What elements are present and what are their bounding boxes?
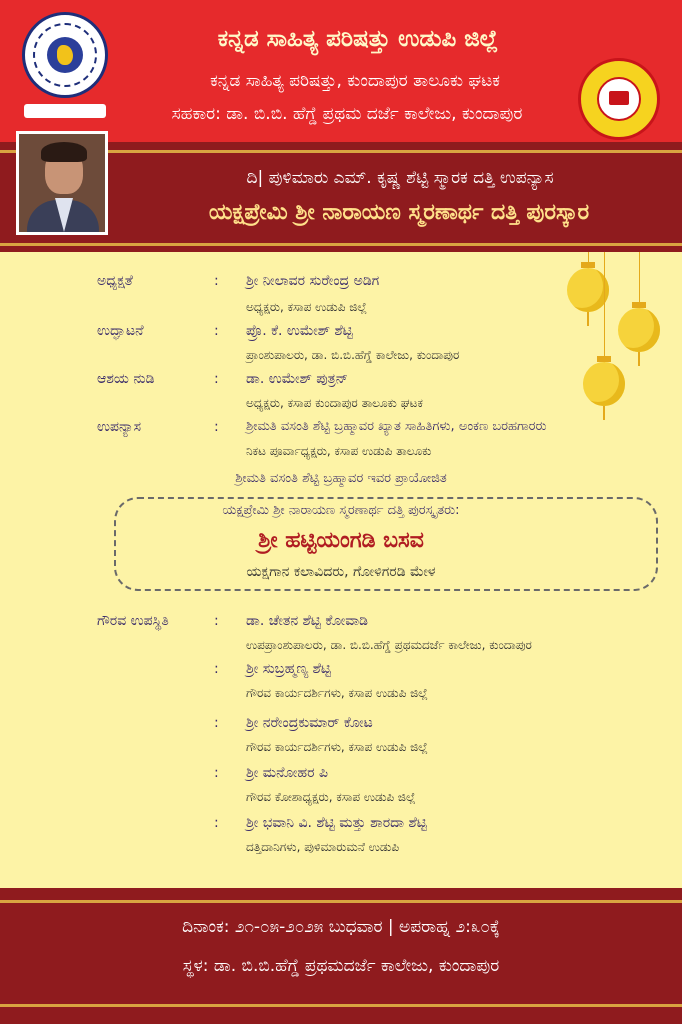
program-row: ಉದ್ಘಾಟನೆ : ಪ್ರೊ. ಕೆ. ಉಮೇಶ್ ಶೆಟ್ಟಿ	[0, 320, 682, 342]
guest-name: ಶ್ರೀ ಸುಬ್ರಹ್ಮಣ್ಯ ಶೆಟ್ಟಿ	[246, 661, 332, 677]
award-recipient-name: ಶ್ರೀ ಹಟ್ಟಿಯಂಗಡಿ ಬಸವ	[258, 528, 424, 553]
program-row: ಆಶಯ ನುಡಿ : ಡಾ. ಉಮೇಶ್ ಪುತ್ರನ್	[0, 368, 682, 390]
program-row: ಅಧ್ಯಕ್ಷತೆ : ಶ್ರೀ ನೀಲಾವರ ಸುರೇಂದ್ರ ಅಡಿಗ	[0, 270, 682, 292]
role-label: ಗೌರವ ಉಪಸ್ಥಿತಿ	[97, 613, 169, 629]
guest-designation: ಗೌರವ ಕಾರ್ಯದರ್ಶಿಗಳು, ಕಸಾಪ ಉಡುಪಿ ಜಿಲ್ಲೆ	[246, 740, 428, 754]
person-designation: ಅಧ್ಯಕ್ಷರು, ಕಸಾಪ ಕುಂದಾಪುರ ತಾಲೂಕು ಘಟಕ	[246, 396, 423, 410]
organization-title: ಕನ್ನಡ ಸಾಹಿತ್ಯ ಪರಿಷತ್ತು ಉಡುಪಿ ಜಿಲ್ಲೆ	[217, 26, 499, 52]
header	[0, 0, 682, 142]
person-designation: ಅಧ್ಯಕ್ಷರು, ಕಸಾಪ ಉಡುಪಿ ಜಿಲ್ಲೆ	[246, 300, 367, 314]
guest-designation: ಉಪಪ್ರಾಂಶುಪಾಲರು, ಡಾ. ಬಿ.ಬಿ.ಹೆಗ್ಡೆ ಪ್ರಥಮದರ್ಜೆ ಕಾಲೇಜು, ಕುಂದಾಪುರ	[246, 638, 532, 652]
program-row: ಉಪನ್ಯಾಸ : ಶ್ರೀಮತಿ ವಸಂತಿ ಶೆಟ್ಟಿ ಬ್ರಹ್ಮಾವರ ಖ್ಯಾತ ಸಾಹಿತಿಗಳು, ಅಂಕಣ ಬರಹಗಾರರು	[0, 416, 682, 438]
award-recipient-intro: ಯಕ್ಷಪ್ರೇಮಿ ಶ್ರೀ ನಾರಾಯಣ ಸ್ಮರಣಾರ್ಥ ದತ್ತಿ ಪುರಸ್ಕೃತರು:	[222, 503, 460, 518]
guests-row: : ಶ್ರೀ ಭವಾನಿ ವಿ. ಶೆಟ್ಟಿ ಮತ್ತು ಶಾರದಾ ಶೆಟ್ಟಿ	[0, 812, 682, 834]
person-name: ಶ್ರೀ ನೀಲಾವರ ಸುರೇಂದ್ರ ಅಡಿಗ	[246, 273, 380, 289]
award-recipient-designation: ಯಕ್ಷಗಾನ ಕಲಾವಿದರು, ಗೋಳಿಗರಡಿ ಮೇಳ	[246, 564, 436, 580]
role-label: ಆಶಯ ನುಡಿ	[97, 371, 155, 387]
guest-name: ಶ್ರೀ ನರೇಂದ್ರಕುಮಾರ್ ಕೋಟ	[246, 715, 373, 731]
role-label: ಉದ್ಘಾಟನೆ	[97, 323, 144, 339]
role-label: ಅಧ್ಯಕ್ಷತೆ	[97, 273, 133, 289]
guests-row: : ಶ್ರೀ ನರೇಂದ್ರಕುಮಾರ್ ಕೋಟ	[0, 712, 682, 734]
event-date-time: ದಿನಾಂಕ: ೨೧-೦೫-೨೦೨೫ ಬುಧವಾರ | ಅಪರಾಹ್ನ ೨:೩೦ಕ್ಕೆ	[182, 917, 500, 937]
award-title: ಯಕ್ಷಪ್ರೇಮಿ ಶ್ರೀ ನಾರಾಯಣ ಸ್ಮರಣಾರ್ಥ ದತ್ತಿ ಪುರಸ್ಕಾರ	[208, 200, 590, 225]
guest-name: ಶ್ರೀ ಮನೋಹರ ಪಿ	[246, 765, 328, 781]
guest-designation: ದತ್ತಿದಾನಿಗಳು, ಪುಳಿಮಾರುಮನೆ ಉಡುಪಿ	[246, 840, 400, 854]
guest-name: ಡಾ. ಚೇತನ ಶೆಟ್ಟಿ ಕೋವಾಡಿ	[246, 613, 368, 629]
lecture-title: ದಿ| ಪುಳಿಮಾರು ಎಮ್. ಕೃಷ್ಣ ಶೆಟ್ಟಿ ಸ್ಮಾರಕ ದತ್ತಿ ಉಪನ್ಯಾಸ	[246, 168, 554, 188]
person-name: ಪ್ರೊ. ಕೆ. ಉಮೇಶ್ ಶೆಟ್ಟಿ	[246, 323, 353, 339]
person-name: ಡಾ. ಉಮೇಶ್ ಪುತ್ರನ್	[246, 371, 349, 387]
kasapa-logo-caption	[24, 104, 106, 118]
kasapa-logo	[22, 12, 108, 98]
taluk-unit-subtitle: ಕನ್ನಡ ಸಾಹಿತ್ಯ ಪರಿಷತ್ತು, ಕುಂದಾಪುರ ತಾಲೂಕು ಘಟಕ	[210, 71, 500, 91]
collaboration-line: ಸಹಕಾರ: ಡಾ. ಬಿ.ಬಿ. ಹೆಗ್ಡೆ ಪ್ರಥಮ ದರ್ಜೆ ಕಾಲೇಜು, ಕುಂದಾಪುರ	[171, 104, 523, 124]
guests-row: : ಶ್ರೀ ಮನೋಹರ ಪಿ	[0, 762, 682, 784]
guest-designation: ಗೌರವ ಕೋಶಾಧ್ಯಕ್ಷರು, ಕಸಾಪ ಉಡುಪಿ ಜಿಲ್ಲೆ	[246, 790, 416, 804]
person-name: ಶ್ರೀಮತಿ ವಸಂತಿ ಶೆಟ್ಟಿ ಬ್ರಹ್ಮಾವರ ಖ್ಯಾತ ಸಾಹಿತಿಗಳು, ಅಂಕಣ ಬರಹಗಾರರು	[246, 419, 547, 434]
guests-row: : ಶ್ರೀ ಸುಬ್ರಹ್ಮಣ್ಯ ಶೆಟ್ಟಿ	[0, 658, 682, 680]
person-designation: ಪ್ರಾಂಶುಪಾಲರು, ಡಾ. ಬಿ.ಬಿ.ಹೆಗ್ಡೆ ಕಾಲೇಜು, ಕುಂದಾಪುರ	[246, 348, 460, 362]
award-sponsor-line: ಶ್ರೀಮತಿ ವಸಂತಿ ಶೆಟ್ಟಿ ಬ್ರಹ್ಮಾವರ ಇವರ ಪ್ರಾಯೋಜಿತ	[235, 471, 447, 486]
footer-gold-line-top	[0, 900, 682, 903]
guest-name: ಶ್ರೀ ಭವಾನಿ ವಿ. ಶೆಟ್ಟಿ ಮತ್ತು ಶಾರದಾ ಶೆಟ್ಟಿ	[246, 815, 427, 831]
banner-gold-line-bottom	[0, 243, 682, 246]
role-label: ಉಪನ್ಯಾಸ	[97, 419, 142, 435]
honoree-photo	[16, 131, 108, 235]
event-venue: ಸ್ಥಳ: ಡಾ. ಬಿ.ಬಿ.ಹೆಗ್ಡೆ ಪ್ರಥಮದರ್ಜೆ ಕಾಲೇಜು, ಕುಂದಾಪುರ	[182, 956, 500, 976]
guest-designation: ಗೌರವ ಕಾರ್ಯದರ್ಶಿಗಳು, ಕಸಾಪ ಉಡುಪಿ ಜಿಲ್ಲೆ	[246, 686, 428, 700]
person-designation: ನಿಕಟ ಪೂರ್ವಾಧ್ಯಕ್ಷರು, ಕಸಾಪ ಉಡುಪಿ ತಾಲೂಕು	[246, 444, 432, 458]
footer-gold-line-bottom	[0, 1004, 682, 1007]
college-logo	[578, 58, 660, 140]
guests-row: ಗೌರವ ಉಪಸ್ಥಿತಿ : ಡಾ. ಚೇತನ ಶೆಟ್ಟಿ ಕೋವಾಡಿ	[0, 610, 682, 632]
